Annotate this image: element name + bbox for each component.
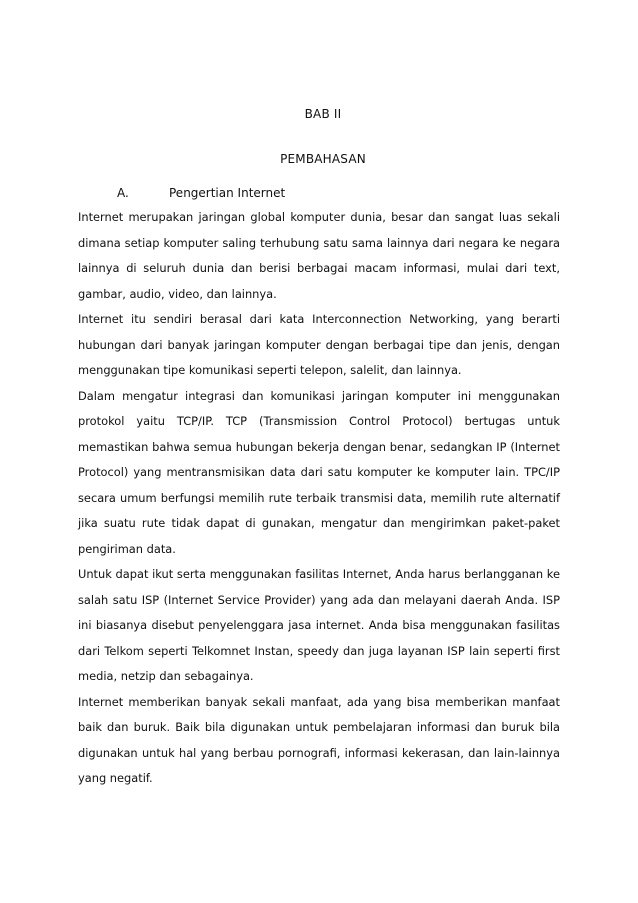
paragraph-1: Internet merupakan jaringan global komputer dunia, besar dan sangat luas sekali dimana setiap komputer saling terhubung satu sama lainnya dari negara ke negara lainnya di seluruh dunia dan berisi berbagai macam informasi, mulai dari text, gambar, audio, video, dan lainnya.: [78, 210, 560, 301]
section-title: Pengertian Internet: [169, 186, 286, 200]
paragraph-5: Internet memberikan banyak sekali manfaat, ada yang bisa memberikan manfaat baik dan buruk. Baik bila digunakan untuk pembelajaran informasi dan buruk bila digunakan untuk hal yang berbau pornografi, informasi kekerasan, dan lain-lainnya yang negatif.: [78, 694, 560, 785]
paragraph-3: Dalam mengatur integrasi dan komunikasi jaringan komputer ini menggunakan protokol yaitu TCP/IP. TCP (Transmission Control Protocol) bertugas untuk memastikan bahwa semua hubungan bekerja dengan benar, sedangkan IP (Internet Protocol) yang mentransmisikan data dari satu komputer ke komputer lain. TPC/IP secara umum berfungsi memilih rute terbaik transmisi data, memilih rute alternatif jika suatu rute tidak dapat di gunakan, mengatur dan mengirimkan paket-paket pengiriman data.: [78, 388, 560, 556]
section-number: A.: [117, 186, 129, 200]
paragraph-2: Internet itu sendiri berasal dari kata Interconnection Networking, yang berarti hubungan dari banyak jaringan komputer dengan berbagai tipe dan jenis, dengan menggunakan tipe komunikasi seperti telepon, salelit, dan lainnya.: [78, 312, 560, 377]
section-heading: [117, 186, 285, 200]
chapter-heading: BAB II: [304, 107, 342, 121]
chapter-title: PEMBAHASAN: [280, 152, 366, 166]
paragraph-4: Untuk dapat ikut serta menggunakan fasilitas Internet, Anda harus berlangganan ke salah satu ISP (Internet Service Provider) yang ada dan melayani daerah Anda. ISP ini biasanya disebut penyelenggara jasa internet. Anda bisa menggunakan fasilitas dari Telkom seperti Telkomnet Instan, speedy dan juga layanan ISP lain seperti first media, netzip dan sebagainya.: [78, 567, 560, 683]
body-text: [78, 205, 560, 792]
